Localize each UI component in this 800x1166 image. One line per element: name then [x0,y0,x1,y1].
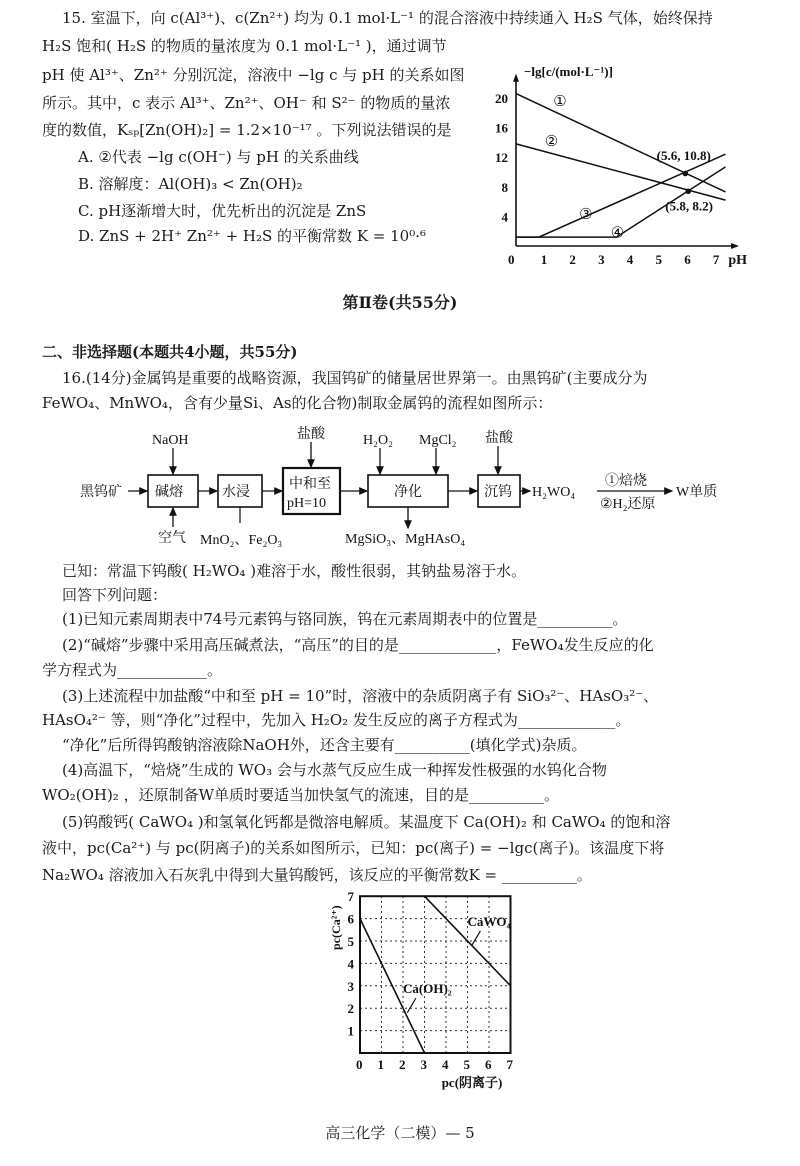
flow-box-label: 碱熔 [155,485,183,500]
q15-chart [490,60,780,280]
intersection-point [683,171,689,177]
series-label: ④ [610,225,625,242]
point-annotation: (5.6, 10.8) [656,147,711,163]
x-axis-label: pH [728,253,748,268]
flow-input: NaOH [152,433,189,448]
q15-option-d: D. ZnS + 2H⁺ Zn²⁺ + H₂S 的平衡常数 K = 10⁰·⁶ [78,227,427,245]
q16-part-3-cont: HAsO₄²⁻ 等，则“净化”过程中，先加入 H₂O₂ 发生反应的离子方程式为_____________。 [42,711,631,729]
page-footer: 高三化学（二模）— 5 [325,1124,475,1142]
x-tick-label: 5 [463,1057,470,1072]
x-axis-arrow [731,243,739,249]
x-tick-label: 1 [540,252,548,267]
x-tick-label: 6 [684,252,691,267]
x-tick-label: 3 [420,1057,427,1072]
x-tick-label: 2 [399,1057,406,1072]
q16-part-5-cont2: Na₂WO₄ 溶液加入石灰乳中得到大量钨酸钙，该反应的平衡常数K = __________。 [42,866,592,884]
y-axis-arrow [513,74,519,82]
x-tick-label: 4 [626,252,634,267]
x-tick-label: 6 [485,1057,492,1072]
q16-part-5: (5)钨酸钙( CaWO₄ )和氢氧化钙都是微溶电解质。某温度下 Ca(OH)₂ 和 CaWO₄ 的饱和溶 [62,813,671,831]
series-label: Ca(OH)₂ [403,981,452,997]
flow-air: 空气 [158,531,186,546]
y-tick-label: 20 [495,91,508,106]
y-axis-label: pc(Ca²⁺) [329,905,343,950]
flow-box-label: 中和至 [289,477,331,492]
flow-start: 黑钨矿 [80,485,122,500]
series-label: CaWO₄ [467,913,511,929]
flow-box-label: pH=10 [287,496,327,511]
label-pointer [472,931,481,946]
y-tick-label: 4 [501,209,508,225]
flow-box-label: 净化 [394,485,422,500]
q15-stem-line-5: 度的数值，Kₛₚ[Zn(OH)₂] = 1.2×10⁻¹⁷ 。下列说法错误的是 [42,121,452,139]
y-tick-label: 6 [347,911,354,927]
flow-input: MgCl₂ [419,433,457,448]
flow-step-2: ②H₂还原 [600,497,656,512]
q15-option-b: B. 溶解度：Al(OH)₃ < Zn(OH)₂ [78,175,303,193]
y-axis-label: −lg[c/(mol·L⁻¹)] [524,64,613,79]
q16-answer-prompt: 回答下列问题： [62,586,168,604]
section-title: 第Ⅱ卷(共55分) [342,293,458,312]
y-tick-label: 8 [501,179,508,195]
flow-output: MgSiO₃、MgHAsO₄ [345,532,466,547]
q16-part-3: (3)上述流程中加盐酸“中和至 pH = 10”时，溶液中的杂质阴离子有 SiO₃²⁻、HAsO₃²⁻、 [62,687,659,705]
intersection-point [685,188,691,194]
q15-stem-line-3: pH 使 Al³⁺、Zn²⁺ 分别沉淀，溶液中 −lg c 与 pH 的关系如图 [42,66,465,84]
flow-box-label: 沉钨 [484,485,512,500]
x-tick-label: 3 [598,252,605,267]
q16-intro-line-2: FeWO₄、MnWO₄，含有少量Si、As的化合物)制取金属钨的流程如图所示： [42,394,553,412]
x-tick-label: 1 [377,1057,384,1072]
flow-output: MnO₂、Fe₂O₃ [200,533,283,548]
y-tick-label: 16 [495,120,508,136]
q16-part-3-b: “净化”后所得钨酸钠溶液除NaOH外，还含主要有__________(填化学式)杂质。 [62,736,587,754]
q15-stem-line-1: 15. 室温下，向 c(Al³⁺)、c(Zn²⁺) 均为 0.1 mol·L⁻¹ 的混合溶液中持续通入 H₂S 气体，始终保持 [62,9,713,27]
flow-box-label: 水浸 [222,485,250,500]
flow-input: 盐酸 [297,427,325,442]
label-pointer [407,998,416,1013]
q15-stem-line-2: H₂S 饱和( H₂S 的物质的量浓度为 0.1 mol·L⁻¹ )，通过调节 [42,37,447,55]
x-tick-label: 0 [356,1057,363,1072]
q15-option-c: C. pH逐渐增大时，优先析出的沉淀是 ZnS [78,202,367,220]
x-tick-label: 5 [655,252,662,267]
x-tick-label: 0 [508,252,515,267]
q16-part-1: (1)已知元素周期表中74号元素钨与铬同族，钨在元素周期表中的位置是__________。 [62,610,628,628]
y-tick-label: 2 [347,1001,354,1017]
flow-product: H₂WO₄ [532,485,576,500]
q16-part-2: (2)“碱熔”步骤中采用高压碱煮法，“高压”的目的是_____________，FeWO₄发生反应的化 [62,636,654,654]
x-tick-label: 4 [442,1057,449,1072]
q15-stem-line-4: 所示。其中，c 表示 Al³⁺、Zn²⁺、OH⁻ 和 S²⁻ 的物质的量浓 [42,94,451,112]
q16-part-2-cont: 学方程式为____________。 [42,661,223,679]
series-label: ② [544,133,559,150]
x-tick-label: 2 [569,252,576,267]
y-tick-label: 3 [347,978,354,994]
q16-part-4: (4)高温下，“焙烧”生成的 WO₃ 会与水蒸气反应生成一种挥发性极强的水钨化合物 [62,761,607,779]
process-flowchart [0,420,800,555]
flow-input: H₂O₂ [363,433,393,448]
y-tick-label: 7 [347,889,354,905]
y-tick-label: 4 [347,956,354,972]
q16-known: 已知：常温下钨酸( H₂WO₄ )难溶于水，酸性很弱，其钠盐易溶于水。 [62,562,527,580]
q16-chart [320,880,540,1090]
x-axis-label: pc(阴离子) [441,1075,503,1090]
q16-intro-line-1: 16.(14分)金属钨是重要的战略资源，我国钨矿的储量居世界第一。由黑钨矿(主要成分为 [62,369,648,387]
point-annotation: (5.8, 8.2) [665,198,713,214]
flow-input: 盐酸 [485,431,513,446]
q16-part-5-cont: 液中，pc(Ca²⁺) 与 pc(阴离子)的关系如图所示，已知：pc(离子) = −lgc(离子)。该温度下将 [42,839,665,857]
x-tick-label: 7 [712,252,720,267]
y-tick-label: 12 [495,150,508,166]
flow-final: W单质 [676,485,718,500]
y-tick-label: 1 [347,1023,354,1039]
series-label: ③ [579,207,593,224]
q15-option-a: A. ②代表 −lg c(OH⁻) 与 pH 的关系曲线 [78,148,359,166]
y-tick-label: 5 [347,934,354,949]
x-tick-label: 7 [506,1057,513,1072]
series-label: ① [553,93,567,110]
section-heading: 二、非选择题(本题共4小题，共55分) [42,343,298,361]
q16-part-4-cont: WO₂(OH)₂ ，还原制备W单质时要适当加快氢气的流速，目的是__________。 [42,786,560,804]
flow-step-1: ①焙烧 [605,474,647,489]
